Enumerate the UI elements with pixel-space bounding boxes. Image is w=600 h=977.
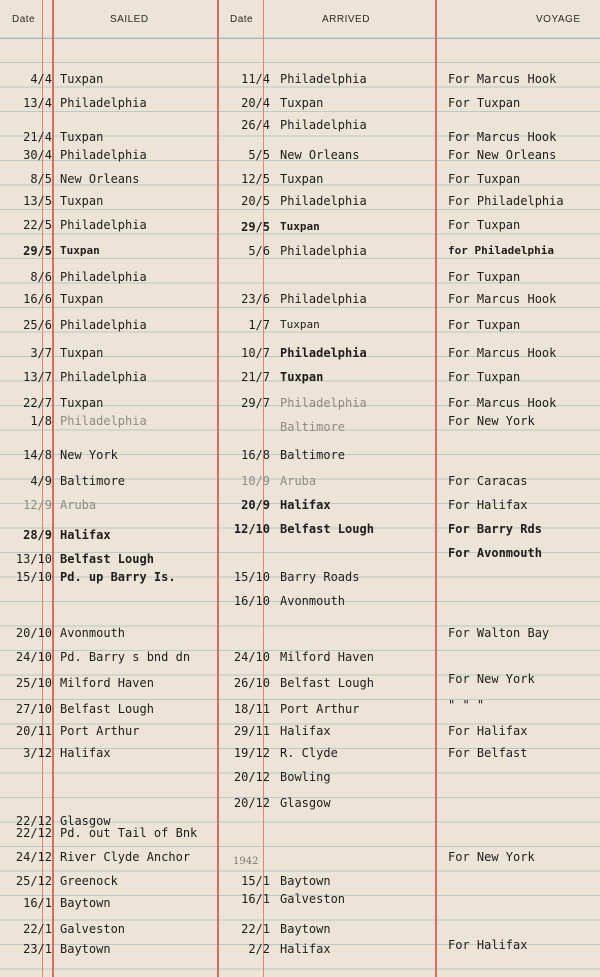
cell-date-sailed: 25/6 [23,318,52,332]
log-row [0,746,600,764]
cell-voyage: For Halifax [448,724,528,738]
log-row [0,594,600,612]
cell-sailed: Glasgow [60,814,111,828]
log-row [0,96,600,114]
cell-date-arrived: 16/1 [241,892,270,906]
cell-date-sailed: 15/10 [15,570,52,584]
cell-sailed: River Clyde Anchor [60,850,191,864]
cell-date-sailed: 25/10 [15,676,52,690]
cell-voyage: For Belfast [448,746,528,760]
cell-arrived: Tuxpan [280,172,324,186]
log-row [0,896,600,914]
cell-sailed: Halifax [60,746,111,760]
log-row [0,130,600,148]
cell-sailed: Philadelphia [60,96,147,110]
cell-arrived: Philadelphia [280,396,367,410]
cell-arrived: Halifax [280,498,331,512]
cell-sailed: Greenock [60,874,118,888]
cell-arrived: Belfast Lough [280,676,374,690]
log-row [0,448,600,466]
log-row [0,346,600,364]
cell-arrived: Avonmouth [280,594,346,608]
cell-arrived: Aruba [280,474,317,488]
cell-sailed: Philadelphia [60,318,147,332]
table-header [0,0,600,39]
log-row [0,676,600,694]
cell-sailed: Avonmouth [60,626,126,640]
log-row [0,528,600,546]
cell-date-sailed: 22/1 [23,922,52,936]
cell-voyage: For Marcus Hook [448,72,557,86]
log-row [0,498,600,516]
cell-date-sailed: 20/11 [15,724,52,738]
cell-date-arrived: 26/4 [241,118,270,132]
cell-arrived: Philadelphia [280,346,367,360]
cell-voyage: For Halifax [448,498,528,512]
log-row [0,370,600,388]
cell-date-sailed: 25/12 [15,874,52,888]
cell-sailed: Baytown [60,896,111,910]
cell-voyage: For Marcus Hook [448,292,557,306]
log-row [0,702,600,720]
log-row [0,826,600,844]
header-date-sailed: Date [12,14,36,25]
log-row [0,570,600,588]
cell-date-arrived: 5/5 [248,148,270,162]
cell-date-arrived: 11/4 [241,72,270,86]
cell-date-sailed: 24/12 [15,850,52,864]
cell-date-sailed: 30/4 [23,148,52,162]
cell-voyage: For Marcus Hook [448,346,557,360]
cell-sailed: Tuxpan [60,244,100,257]
cell-sailed: Belfast Lough [60,702,154,716]
log-row [0,420,600,438]
cell-date-arrived: 10/9 [241,474,270,488]
cell-sailed: Tuxpan [60,346,104,360]
log-row [0,318,600,336]
log-row [0,874,600,892]
cell-date-arrived: 20/4 [241,96,270,110]
cell-arrived: Tuxpan [280,370,324,384]
cell-date-arrived: 16/8 [241,448,270,462]
cell-arrived: Port Arthur [280,702,360,716]
year-annotation: 1942 [233,856,259,867]
cell-date-sailed: 13/10 [15,552,52,566]
cell-date-sailed: 13/4 [23,96,52,110]
cell-date-arrived: 26/10 [233,676,270,690]
header-date-arrived: Date [230,14,254,25]
cell-date-sailed: 27/10 [15,702,52,716]
cell-arrived: Tuxpan [280,318,320,331]
cell-arrived: Philadelphia [280,194,367,208]
cell-sailed: Halifax [60,528,111,542]
cell-date-sailed: 3/7 [30,346,52,360]
cell-voyage: For Tuxpan [448,218,521,232]
cell-sailed: New York [60,448,118,462]
log-row [0,220,600,238]
cell-arrived: Halifax [280,724,331,738]
cell-voyage: For Tuxpan [448,370,521,384]
log-row [0,650,600,668]
cell-arrived: Glasgow [280,796,331,810]
log-row [0,850,600,868]
cell-voyage: For Tuxpan [448,318,521,332]
cell-arrived: Tuxpan [280,96,324,110]
cell-arrived: Philadelphia [280,72,367,86]
cell-date-sailed: 16/6 [23,292,52,306]
cell-date-sailed: 22/5 [23,218,52,232]
cell-sailed: Tuxpan [60,130,104,144]
cell-date-arrived: 20/5 [241,194,270,208]
log-row [0,942,600,960]
cell-sailed: Tuxpan [60,72,104,86]
log-row [0,292,600,310]
cell-sailed: Pd. out Tail of Bnk [60,826,198,840]
cell-arrived: Philadelphia [280,292,367,306]
cell-arrived: Baltimore [280,448,346,462]
cell-date-arrived: 16/10 [233,594,270,608]
log-row [0,270,600,288]
log-row [0,72,600,90]
cell-voyage: For Tuxpan [448,270,521,284]
cell-voyage: For Marcus Hook [448,396,557,410]
cell-date-sailed: 1/8 [30,414,52,428]
cell-voyage: For Caracas [448,474,528,488]
cell-date-sailed: 22/12 [15,826,52,840]
cell-arrived: New Orleans [280,148,360,162]
cell-arrived: R. Clyde [280,746,338,760]
header-arrived: ARRIVED [322,14,370,25]
cell-date-sailed: 22/7 [23,396,52,410]
cell-voyage: For Tuxpan [448,96,521,110]
log-row [0,552,600,570]
cell-voyage: For Philadelphia [448,194,564,208]
cell-arrived: Tuxpan [280,220,320,233]
cell-arrived: Galveston [280,892,346,906]
cell-date-sailed: 22/12 [15,814,52,828]
cell-date-sailed: 13/7 [23,370,52,384]
cell-arrived: Baltimore [280,420,346,434]
cell-date-arrived: 20/12 [233,770,270,784]
cell-voyage: For New York [448,850,535,864]
log-row [0,244,600,262]
cell-date-sailed: 8/6 [30,270,52,284]
cell-date-arrived: 5/6 [248,244,270,258]
cell-arrived: Barry Roads [280,570,360,584]
cell-sailed: Baltimore [60,474,126,488]
cell-date-arrived: 29/11 [233,724,270,738]
cell-sailed: Tuxpan [60,396,104,410]
cell-date-arrived: 29/5 [241,220,270,234]
cell-date-arrived: 1/7 [248,318,270,332]
log-row [0,474,600,492]
cell-date-arrived: 10/7 [241,346,270,360]
cell-date-sailed: 20/10 [15,626,52,640]
cell-voyage: For New York [448,672,535,686]
log-row [0,172,600,190]
header-voyage: VOYAGE [536,14,581,25]
log-row [0,148,600,166]
cell-sailed: Pd. Barry s bnd dn [60,650,191,664]
cell-arrived: Philadelphia [280,118,367,132]
cell-arrived: Halifax [280,942,331,956]
cell-voyage: for Philadelphia [448,244,554,257]
cell-voyage: For Marcus Hook [448,130,557,144]
cell-sailed: Baytown [60,942,111,956]
cell-date-arrived: 24/10 [233,650,270,664]
cell-date-arrived: 22/1 [241,922,270,936]
cell-date-sailed: 28/9 [23,528,52,542]
cell-voyage: For New York [448,414,535,428]
log-row [0,626,600,644]
cell-date-sailed: 29/5 [23,244,52,258]
cell-date-arrived: 12/5 [241,172,270,186]
cell-date-sailed: 3/12 [23,746,52,760]
cell-date-sailed: 4/9 [30,474,52,488]
cell-date-sailed: 23/1 [23,942,52,956]
log-row [0,770,600,788]
cell-voyage: For Barry Rds [448,522,542,536]
cell-sailed: Milford Haven [60,676,154,690]
cell-date-sailed: 24/10 [15,650,52,664]
cell-sailed: New Orleans [60,172,140,186]
cell-date-sailed: 14/8 [23,448,52,462]
cell-sailed: Tuxpan [60,292,104,306]
cell-date-arrived: 15/10 [233,570,270,584]
cell-date-sailed: 16/1 [23,896,52,910]
cell-date-arrived: 20/9 [241,498,270,512]
cell-date-arrived: 18/11 [233,702,270,716]
cell-voyage: For Halifax [448,938,528,952]
cell-date-sailed: 4/4 [30,72,52,86]
cell-date-arrived: 12/10 [233,522,270,536]
cell-sailed: Philadelphia [60,270,147,284]
cell-date-sailed: 13/5 [23,194,52,208]
cell-date-arrived: 29/7 [241,396,270,410]
cell-date-arrived: 19/12 [233,746,270,760]
cell-sailed: Aruba [60,498,97,512]
cell-sailed: Philadelphia [60,148,147,162]
cell-arrived: Belfast Lough [280,522,374,536]
cell-voyage: For Tuxpan [448,172,521,186]
log-row [0,396,600,414]
cell-date-arrived: 23/6 [241,292,270,306]
cell-arrived: Bowling [280,770,331,784]
cell-arrived: Philadelphia [280,244,367,258]
cell-sailed: Tuxpan [60,194,104,208]
cell-date-arrived: 2/2 [248,942,270,956]
log-row [0,796,600,814]
cell-voyage: For Avonmouth [448,546,542,560]
cell-arrived: Baytown [280,922,331,936]
cell-sailed: Pd. up Barry Is. [60,570,176,584]
cell-arrived: Milford Haven [280,650,374,664]
cell-arrived: Baytown [280,874,331,888]
cell-date-sailed: 21/4 [23,130,52,144]
cell-sailed: Port Arthur [60,724,140,738]
cell-voyage: " " " [448,698,485,712]
header-sailed: SAILED [110,14,149,25]
cell-date-arrived: 21/7 [241,370,270,384]
cell-sailed: Galveston [60,922,126,936]
cell-date-sailed: 12/9 [23,498,52,512]
cell-sailed: Belfast Lough [60,552,154,566]
cell-sailed: Philadelphia [60,414,147,428]
cell-date-sailed: 8/5 [30,172,52,186]
cell-voyage: For New Orleans [448,148,557,162]
log-row [0,724,600,742]
cell-date-arrived: 15/1 [241,874,270,888]
cell-sailed: Philadelphia [60,370,147,384]
cell-voyage: For Walton Bay [448,626,550,640]
log-row [0,194,600,212]
cell-sailed: Philadelphia [60,218,147,232]
cell-date-arrived: 20/12 [233,796,270,810]
